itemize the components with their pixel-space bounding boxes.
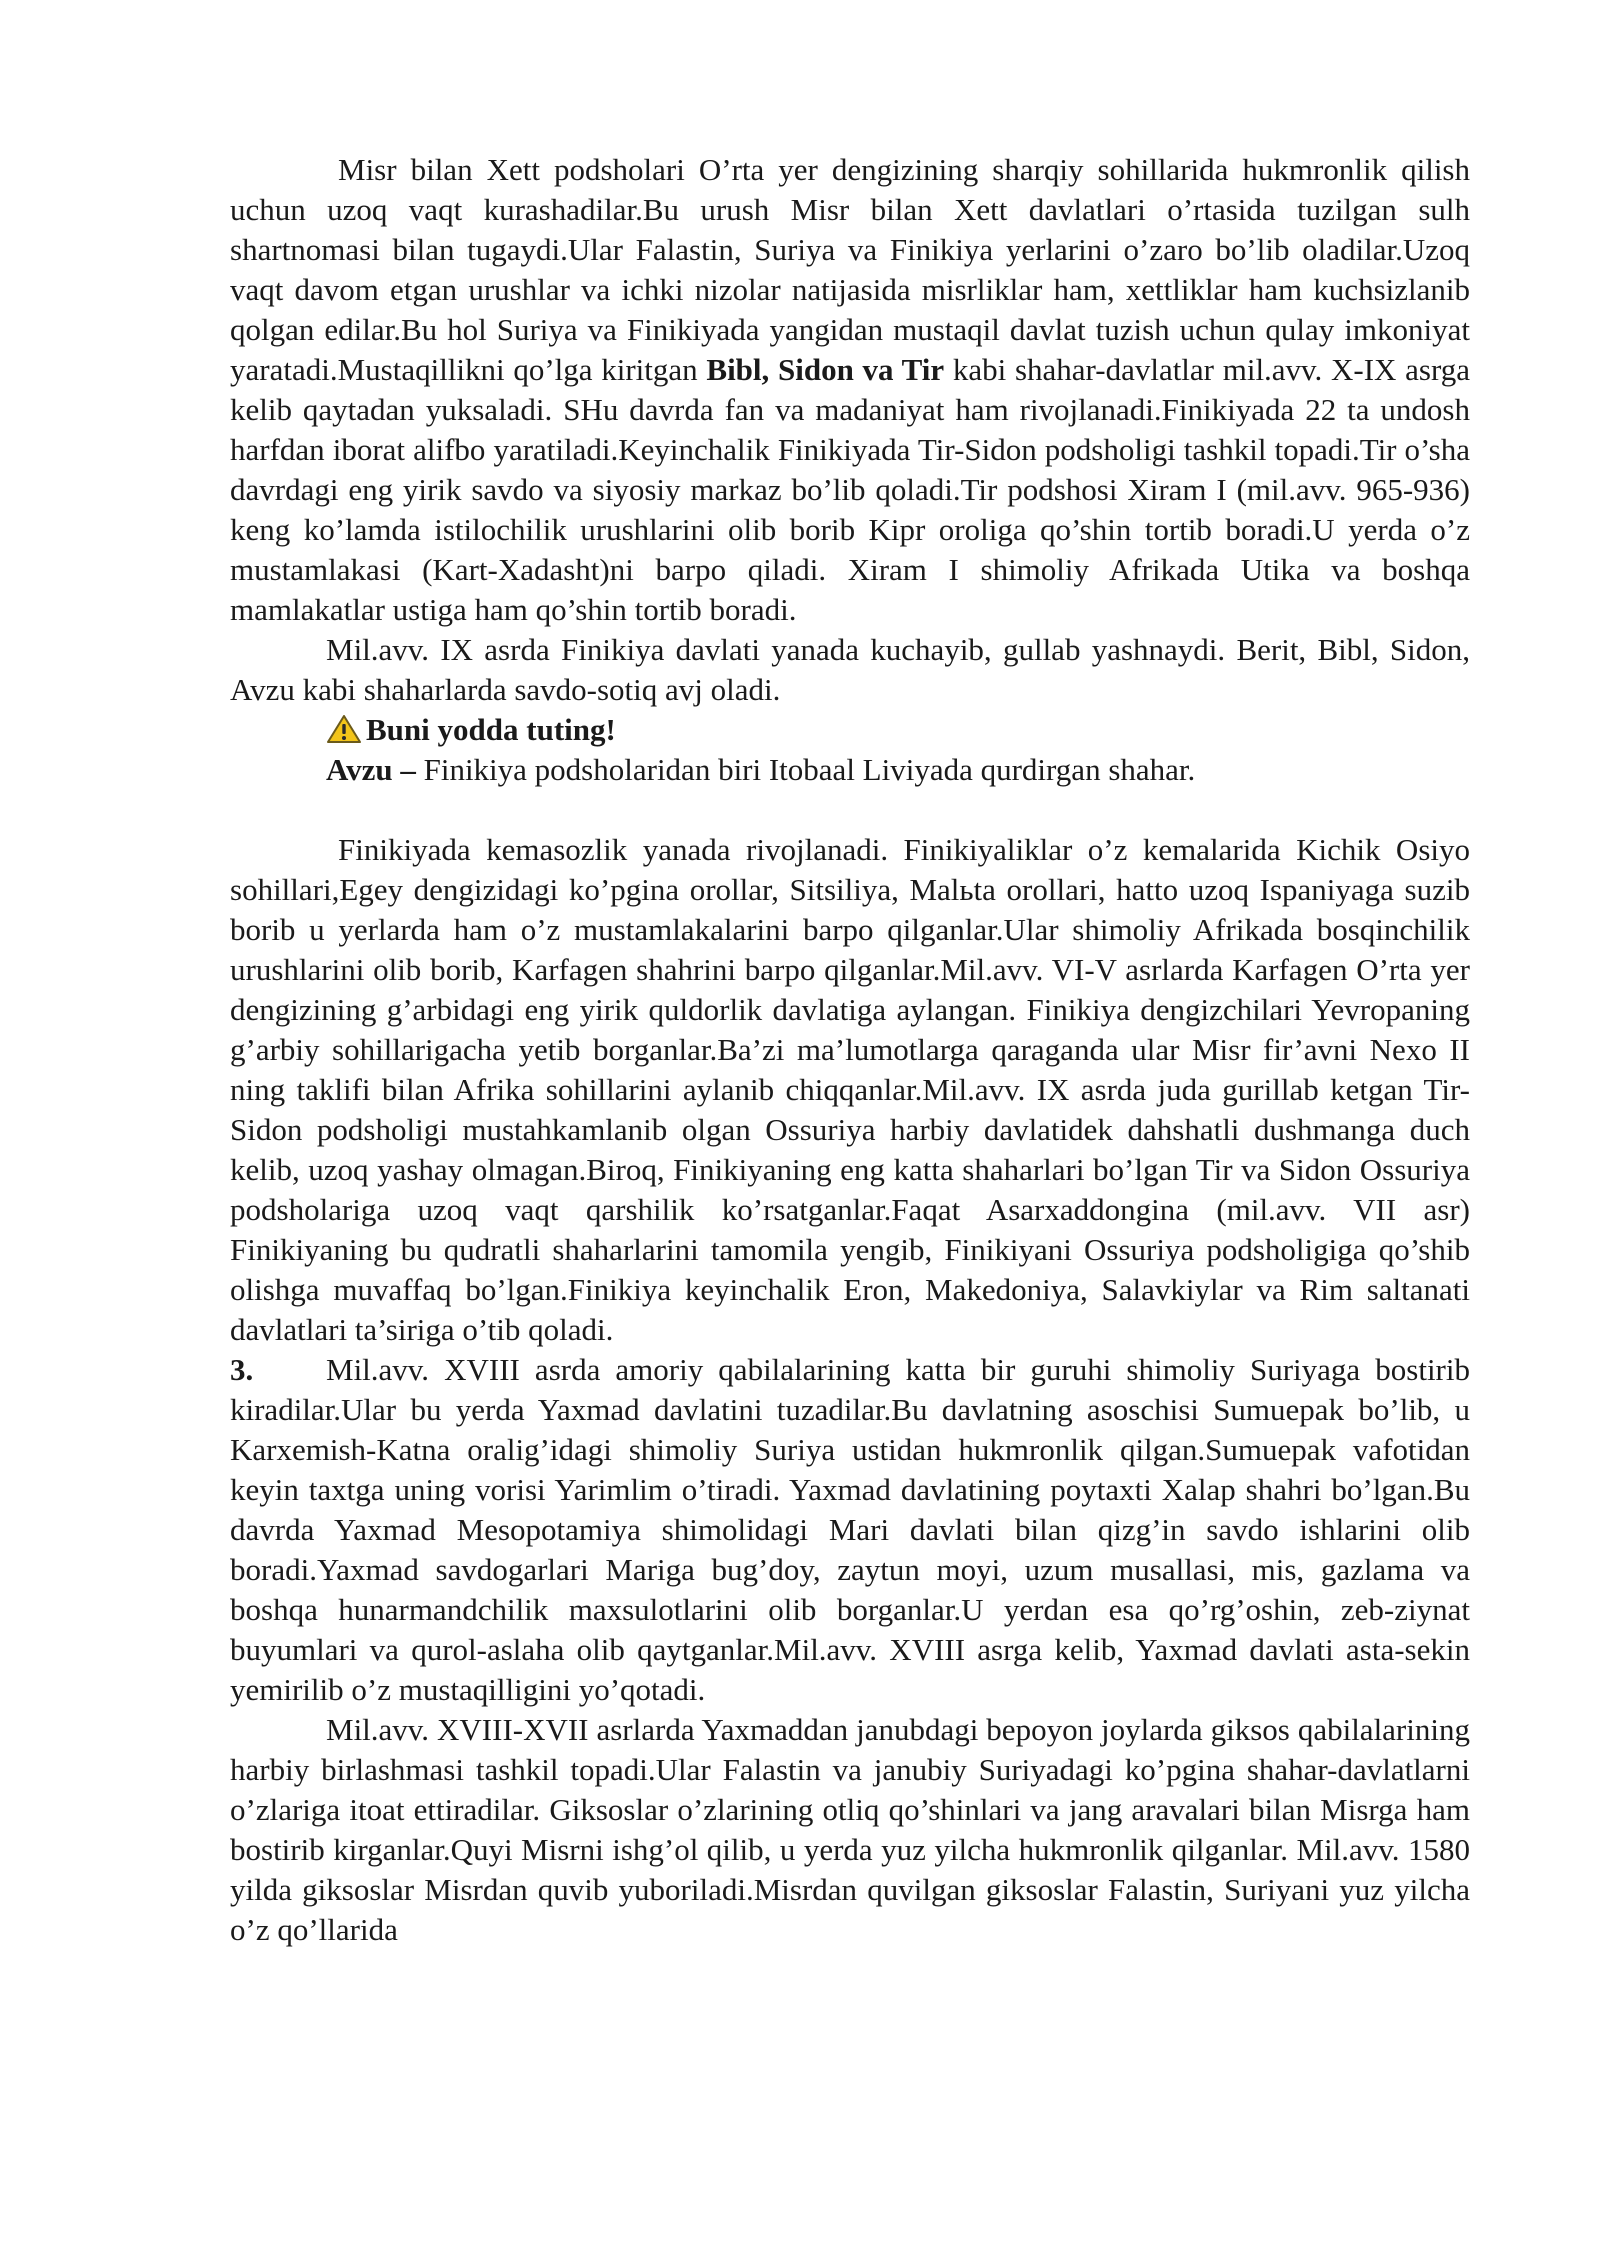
document-page (230, 150, 1470, 1950)
paragraph-text: Misr bilan Xett podsholari O’rta yer dengizining sharqiy sohillarida hukmronlik qilish uchun uzoq vaqt kurashadilar.Bu urush Misr bilan Xett davlatlari o’rtasida tuzilgan sulh shartnomasi bilan tugaydi.Ular Falastin, Suriya va Finikiya yerlarini o’zaro bo’lib oladilar.Uzoq vaqt davom etgan urushlar va ichki nizolar natijasida misrliklar ham, xettliklar ham kuchsizlanib qolgan edilar.Bu hol Suriya va Finikiyada yangidan mustaqil davlat tuzish uchun qulay imkoniyat yaratadi.Mustaqillikni qo’lga kiritgan (230, 152, 1470, 387)
note-definition (230, 750, 1470, 790)
note-definition-text: Finikiya podsholaridan biri Itobaal Liviyada qurdirgan shahar. (415, 752, 1196, 787)
section-number: 3. (230, 1352, 254, 1387)
paragraph-numbered-yaxmad (230, 1350, 1470, 1710)
paragraph-hyksos: Mil.avv. XVIII-XVII asrlarda Yaxmaddan janubdagi bepoyon joylarda giksos qabilalarining harbiy birlashmasi tashkil topadi.Ular Falastin va janubiy Suriyadagi ko’pgina shahar-davlatlarni o’zlariga itoat ettiradilar. Giksoslar o’zlarining otliq qo’shinlari va jang aravalari bilan Misrga ham bostirib kirganlar.Quyi Misrni ishg’ol qilib, u yerda yuz yilcha hukmronlik qilganlar. Mil.avv. 1580 yilda giksoslar Misrdan quvib yuboriladi.Misrdan quvilgan giksoslar Falastin, Suriyani yuz yilcha o’z qo’llarida (230, 1712, 1470, 1947)
paragraph-text: Mil.avv. XVIII asrda amoriy qabilalarining katta bir guruhi shimoliy Suriyaga bostirib kiradilar.Ular bu yerda Yaxmad davlatini tuzadilar.Bu davlatning asoschisi Sumuepak bo’lib, u Karxemish-Katna oralig’idagi shimoliy Suriya ustidan hukmronlik qilgan.Sumuepak vafotidan keyin taxtga uning vorisi Yarimlim o’tiradi. Yaxmad davlatining poytaxti Xalap shahri bo’lgan.Bu davrda Yaxmad Mesopotamiya shimolidagi Mari davlati bilan qizg’in savdo ishlarini olib boradi.Yaxmad savdogarlari Mariga bug’doy, zaytun moyi, uzum musallasi, mis, gazlama va boshqa hunarmandchilik maxsulotlarini olib borganlar.U yerdan esa qo’rg’oshin, zeb-ziynat buyumlari va qurol-aslaha olib qaytganlar.Mil.avv. XVIII asrga kelib, Yaxmad davlati asta-sekin yemirilib o’z mustaqilligini yo’qotadi. (230, 1352, 1470, 1707)
paragraph-phoenicia-trade: Mil.avv. IX asrda Finikiya davlati yanada kuchayib, gullab yashnaydi. Berit, Bibl, Sidon, Avzu kabi shaharlarda savdo-sotiq avj oladi. (230, 632, 1470, 707)
paragraph-text: kabi shahar-davlatlar mil.avv. X-IX asrga kelib qaytadan yuksaladi. SHu davrda fan va madaniyat ham rivojlanadi.Finikiyada 22 ta undosh harfdan iborat alifbo yaratiladi.Keyinchalik Finikiyada Tir-Sidon podsholigi tashkil topadi.Tir o’sha davrdagi eng yirik savdo va siyosiy markaz bo’lib qoladi.Tir podshosi Xiram I (mil.avv. 965-936) keng ko’lamda istilochilik urushlarini olib borib Kipr oroliga qo’shin tortib boradi.U yerda o’z mustamlakasi (Kart-Xadasht)ni barpo qiladi. Xiram I shimoliy Afrikada Utika va boshqa mamlakatlar ustiga ham qo’shin tortib boradi. (230, 352, 1470, 627)
note-heading-line (230, 710, 1470, 750)
note-term: Avzu – (326, 752, 416, 787)
paragraph-phoenicia-independence (230, 150, 1470, 630)
paragraph-spacer (230, 790, 1470, 830)
paragraph-shipbuilding: Finikiyada kemasozlik yanada rivojlanadi. Finikiyaliklar o’z kemalarida Kichik Osiyo sohillari,Egey dengizidagi ko’pgina orollar, Sitsiliya, Malьta orollari, hatto uzoq Ispaniyaga suzib borib u yerlarda ham o’z mustamlakalarini barpo qilganlar.Ular shimoliy Afrikada bosqinchilik urushlarini olib borib, Karfagen shahrini barpo qilganlar.Mil.avv. VI-V asrlarda Karfagen O’rta yer dengizining g’arbidagi eng yirik quldorlik davlatiga aylangan. Finikiya dengizchilari Yevropaning g’arbiy sohillarigacha yetib borganlar.Ba’zi ma’lumotlarga qaraganda ular Misr fir’avni Nexo II ning taklifi bilan Afrika sohillarini aylanib chiqqanlar.Mil.avv. IX asrda juda gurillab ketgan Tir-Sidon podsholigi mustahkamlanib olgan Ossuriya harbiy davlatidek dahshatli dushmanga duch kelib, uzoq yashay olmagan.Biroq, Finikiyaning eng katta shaharlari bo’lgan Tir va Sidon Ossuriya podsholariga uzoq vaqt qarshilik ko’rsatganlar.Faqat Asarxaddongina (mil.avv. VII asr) Finikiyaning bu qudratli shaharlarini tamomila yengib, Finikiyani Ossuriya podsholigiga qo’shib olishga muvaffaq bo’lgan.Finikiya keyinchalik Eron, Makedoniya, Salavkiylar va Rim saltanati davlatlari ta’siriga o’tib qoladi. (230, 832, 1470, 1347)
note-heading: Buni yodda tuting! (366, 712, 616, 747)
bold-city-names: Bibl, Sidon va Tir (706, 352, 945, 387)
warning-icon (326, 714, 362, 744)
